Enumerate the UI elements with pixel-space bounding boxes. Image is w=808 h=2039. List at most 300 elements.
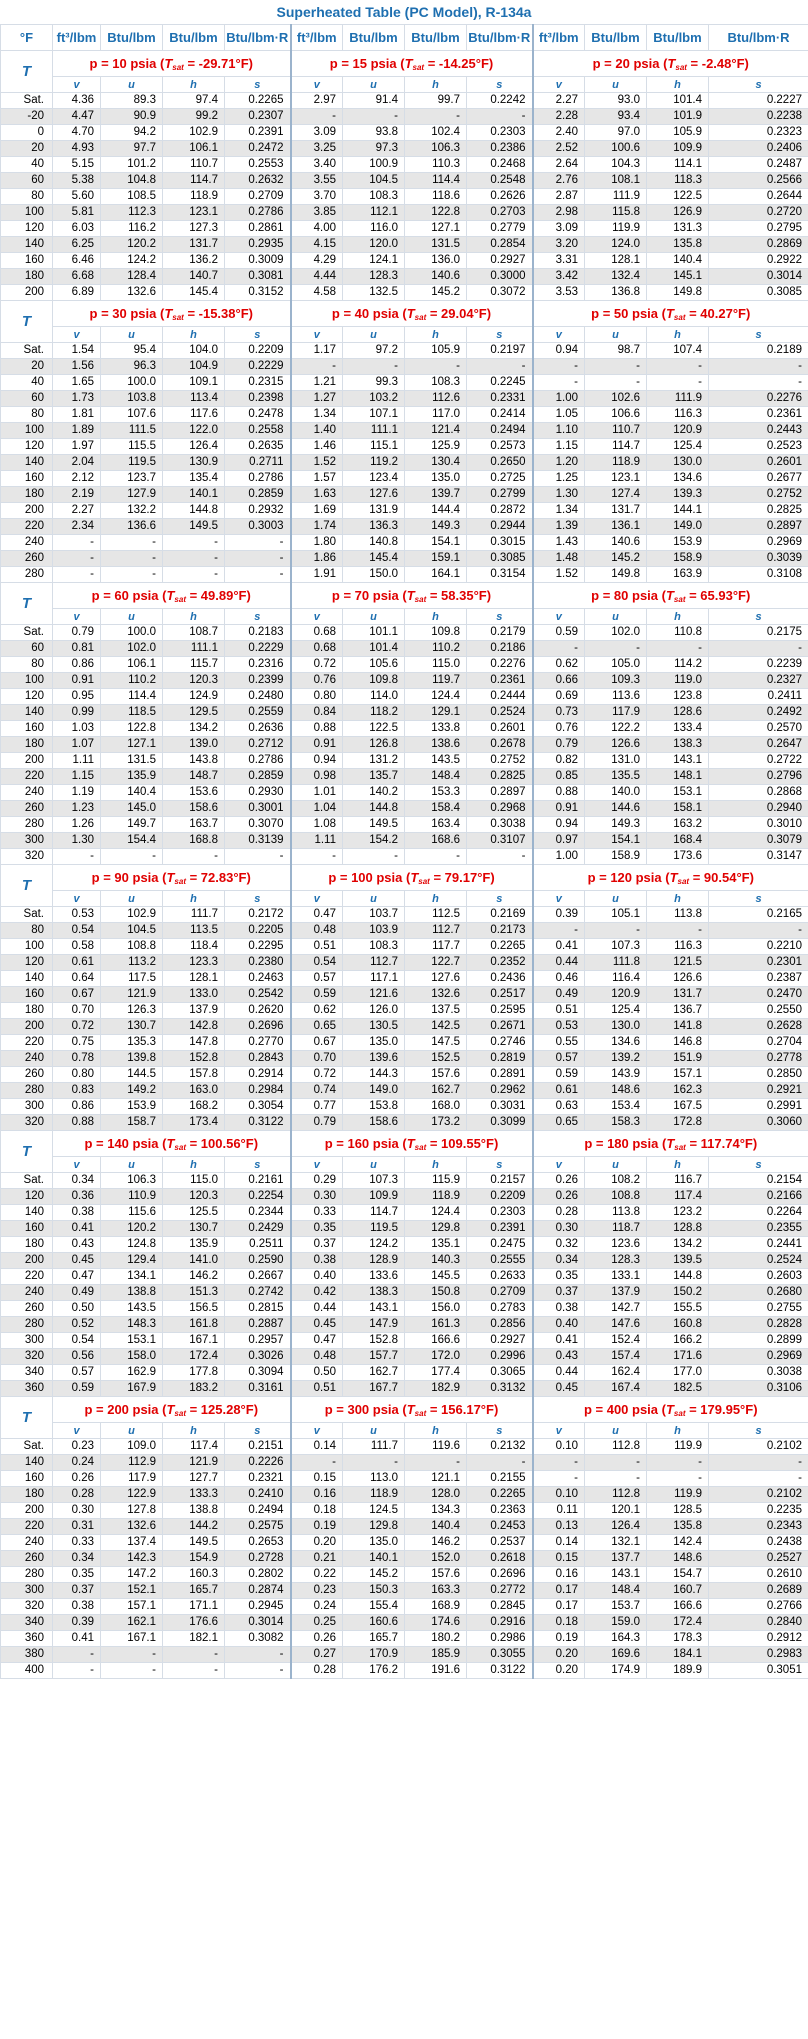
table-row: [1, 1631, 808, 1647]
property-label: h: [405, 1423, 467, 1439]
property-label: v: [53, 327, 101, 343]
value-cell: 0.2709: [225, 189, 291, 205]
value-cell: 1.52: [533, 567, 585, 583]
value-cell: 0.26: [533, 1189, 585, 1205]
value-cell: 114.0: [343, 689, 405, 705]
value-cell: 0.43: [533, 1349, 585, 1365]
property-label: v: [53, 77, 101, 93]
pressure-value: p = 60 psia (: [91, 587, 167, 603]
temperature-cell: 180: [1, 487, 53, 503]
value-cell: 1.40: [291, 423, 343, 439]
value-cell: 150.8: [405, 1285, 467, 1301]
value-cell: 0.24: [291, 1599, 343, 1615]
value-cell: 115.6: [101, 1205, 163, 1221]
tsat-value: = 100.56°F): [185, 1135, 259, 1151]
value-cell: 134.1: [101, 1269, 163, 1285]
value-cell: 4.36: [53, 93, 101, 109]
value-cell: 117.4: [647, 1189, 709, 1205]
value-cell: 118.7: [585, 1221, 647, 1237]
value-cell: 128.4: [101, 269, 163, 285]
table-row: [1, 285, 808, 301]
value-cell: 0.61: [533, 1083, 585, 1099]
table-row: [1, 455, 808, 471]
value-cell: 0.2859: [225, 487, 291, 503]
value-cell: 163.9: [647, 567, 709, 583]
value-cell: 140.8: [343, 535, 405, 551]
value-cell: 0.32: [533, 1237, 585, 1253]
property-label: h: [405, 891, 467, 907]
value-cell: 0.2722: [709, 753, 808, 769]
value-cell: 0.50: [291, 1365, 343, 1381]
property-label: v: [533, 609, 585, 625]
pressure-value: p = 160 psia (: [324, 1135, 407, 1151]
value-cell: 118.4: [163, 939, 225, 955]
value-cell: -: [163, 567, 225, 583]
value-cell: 148.6: [585, 1083, 647, 1099]
value-cell: 1.26: [53, 817, 101, 833]
value-cell: 0.16: [291, 1487, 343, 1503]
value-cell: 1.73: [53, 391, 101, 407]
temperature-label: T: [1, 583, 53, 625]
value-cell: 145.0: [101, 801, 163, 817]
value-cell: 0.47: [291, 1333, 343, 1349]
value-cell: 117.1: [343, 971, 405, 987]
value-cell: -: [533, 1455, 585, 1471]
value-cell: -: [647, 1471, 709, 1487]
table-row: [1, 641, 808, 657]
value-cell: 0.3014: [225, 1615, 291, 1631]
value-cell: 124.4: [405, 689, 467, 705]
property-label: v: [533, 1157, 585, 1173]
value-cell: 152.4: [585, 1333, 647, 1349]
value-cell: 104.8: [101, 173, 163, 189]
tsat-value: = 109.55°F): [426, 1135, 499, 1151]
property-label: v: [533, 77, 585, 93]
value-cell: 0.2575: [225, 1519, 291, 1535]
value-cell: 140.0: [585, 785, 647, 801]
temperature-cell: 220: [1, 1035, 53, 1051]
tsat-subscript: sat: [673, 594, 686, 604]
value-cell: 134.6: [585, 1035, 647, 1051]
value-cell: 0.62: [291, 1003, 343, 1019]
value-cell: 0.2254: [225, 1189, 291, 1205]
temperature-cell: 200: [1, 753, 53, 769]
tsat-subscript: sat: [174, 1142, 186, 1152]
table-row: [1, 157, 808, 173]
value-cell: -: [53, 849, 101, 865]
value-cell: 123.8: [647, 689, 709, 705]
value-cell: 151.9: [647, 1051, 709, 1067]
value-cell: 140.4: [101, 785, 163, 801]
value-cell: 1.91: [291, 567, 343, 583]
property-label: h: [647, 1157, 709, 1173]
value-cell: 0.3079: [709, 833, 808, 849]
value-cell: 152.1: [101, 1583, 163, 1599]
value-cell: 0.2650: [467, 455, 533, 471]
value-cell: 0.76: [533, 721, 585, 737]
value-cell: 95.4: [101, 343, 163, 359]
value-cell: 107.3: [343, 1173, 405, 1189]
value-cell: 162.1: [101, 1615, 163, 1631]
value-cell: 0.2945: [225, 1599, 291, 1615]
property-label: u: [101, 327, 163, 343]
value-cell: 0.2443: [709, 423, 808, 439]
value-cell: 120.0: [343, 237, 405, 253]
value-cell: 0.94: [533, 817, 585, 833]
property-label: u: [101, 77, 163, 93]
value-cell: 1.57: [291, 471, 343, 487]
value-cell: 102.9: [163, 125, 225, 141]
value-cell: 0.2463: [225, 971, 291, 987]
value-cell: -: [709, 1455, 808, 1471]
value-cell: 98.7: [585, 343, 647, 359]
value-cell: 0.2636: [225, 721, 291, 737]
property-label: s: [467, 1423, 533, 1439]
value-cell: -: [101, 849, 163, 865]
value-cell: 168.0: [405, 1099, 467, 1115]
temperature-cell: 400: [1, 1663, 53, 1679]
value-cell: 137.5: [405, 1003, 467, 1019]
table-row: [1, 125, 808, 141]
table-row: [1, 439, 808, 455]
value-cell: 164.3: [585, 1631, 647, 1647]
unit-header-row: [1, 25, 808, 51]
value-cell: 1.34: [291, 407, 343, 423]
value-cell: 139.2: [585, 1051, 647, 1067]
value-cell: 102.9: [101, 907, 163, 923]
value-cell: -: [225, 535, 291, 551]
value-cell: 0.86: [53, 1099, 101, 1115]
pressure-header: [53, 865, 291, 891]
value-cell: 0.2303: [467, 1205, 533, 1221]
value-cell: 0.88: [533, 785, 585, 801]
value-cell: -: [53, 567, 101, 583]
value-cell: 0.97: [533, 833, 585, 849]
value-cell: 93.4: [585, 109, 647, 125]
temperature-cell: Sat.: [1, 625, 53, 641]
value-cell: 0.2559: [225, 705, 291, 721]
value-cell: 119.6: [405, 1439, 467, 1455]
pressure-header: [291, 1131, 533, 1157]
value-cell: 153.8: [343, 1099, 405, 1115]
value-cell: 163.0: [163, 1083, 225, 1099]
value-cell: 122.2: [585, 721, 647, 737]
tsat-symbol: $T_{sat}$: [406, 1135, 427, 1152]
value-cell: 105.9: [405, 343, 467, 359]
value-cell: 97.7: [101, 141, 163, 157]
value-cell: -: [291, 849, 343, 865]
value-cell: 110.2: [405, 641, 467, 657]
table-row: [1, 503, 808, 519]
value-cell: 0.2344: [225, 1205, 291, 1221]
tsat-subscript: sat: [174, 876, 186, 886]
value-cell: 157.8: [163, 1067, 225, 1083]
value-cell: 94.2: [101, 125, 163, 141]
value-cell: 134.3: [405, 1503, 467, 1519]
temperature-label: T: [1, 865, 53, 907]
value-cell: 2.98: [533, 205, 585, 221]
value-cell: 126.6: [585, 737, 647, 753]
value-cell: 99.2: [163, 109, 225, 125]
value-cell: 0.72: [291, 1067, 343, 1083]
value-cell: 160.7: [647, 1583, 709, 1599]
unit-header-cell: Btu/lbm: [101, 25, 163, 51]
value-cell: 0.2553: [225, 157, 291, 173]
value-cell: 0.2968: [467, 801, 533, 817]
value-cell: 0.19: [291, 1519, 343, 1535]
table-row: [1, 737, 808, 753]
value-cell: 124.4: [405, 1205, 467, 1221]
value-cell: 0.2157: [467, 1173, 533, 1189]
value-cell: 0.2828: [709, 1317, 808, 1333]
value-cell: 128.1: [163, 971, 225, 987]
value-cell: 143.1: [343, 1301, 405, 1317]
value-cell: 0.2343: [709, 1519, 808, 1535]
temperature-cell: 280: [1, 567, 53, 583]
temperature-cell: 120: [1, 955, 53, 971]
value-cell: -: [405, 1455, 467, 1471]
table-row: [1, 1535, 808, 1551]
value-cell: 170.9: [343, 1647, 405, 1663]
value-cell: 0.98: [291, 769, 343, 785]
value-cell: 137.9: [585, 1285, 647, 1301]
value-cell: 118.9: [343, 1487, 405, 1503]
value-cell: 3.31: [533, 253, 585, 269]
table-row: [1, 785, 808, 801]
value-cell: 3.09: [291, 125, 343, 141]
value-cell: 135.0: [405, 471, 467, 487]
property-label: v: [533, 1423, 585, 1439]
value-cell: 0.2102: [709, 1487, 808, 1503]
value-cell: 0.54: [53, 1333, 101, 1349]
pressure-value: p = 400 psia (: [583, 1401, 666, 1417]
value-cell: 0.2635: [225, 439, 291, 455]
table-row: [1, 1173, 808, 1189]
value-cell: 104.5: [343, 173, 405, 189]
value-cell: 144.1: [647, 503, 709, 519]
value-cell: 2.76: [533, 173, 585, 189]
value-cell: 4.00: [291, 221, 343, 237]
temperature-label: T: [1, 301, 53, 343]
value-cell: 3.70: [291, 189, 343, 205]
value-cell: 111.7: [163, 907, 225, 923]
table-row: [1, 221, 808, 237]
value-cell: 118.6: [405, 189, 467, 205]
value-cell: 102.0: [101, 641, 163, 657]
value-cell: 154.9: [163, 1551, 225, 1567]
value-cell: 1.17: [291, 343, 343, 359]
value-cell: 146.2: [405, 1535, 467, 1551]
value-cell: 153.9: [647, 535, 709, 551]
value-cell: 4.70: [53, 125, 101, 141]
value-cell: 112.8: [585, 1439, 647, 1455]
value-cell: 113.8: [585, 1205, 647, 1221]
value-cell: 144.4: [405, 503, 467, 519]
value-cell: 1.00: [533, 849, 585, 865]
value-cell: 140.1: [343, 1551, 405, 1567]
value-cell: 1.39: [533, 519, 585, 535]
value-cell: 0.49: [53, 1285, 101, 1301]
table-row: [1, 689, 808, 705]
value-cell: 111.1: [163, 641, 225, 657]
value-cell: 0.37: [533, 1285, 585, 1301]
unit-header-cell: ft³/lbm: [533, 25, 585, 51]
value-cell: 0.41: [53, 1631, 101, 1647]
value-cell: 0.2399: [225, 673, 291, 689]
value-cell: 145.1: [647, 269, 709, 285]
value-cell: -: [225, 849, 291, 865]
table-row: [1, 625, 808, 641]
property-label: h: [647, 77, 709, 93]
tsat-subscript: sat: [174, 594, 186, 604]
value-cell: 99.3: [343, 375, 405, 391]
value-cell: 115.7: [163, 657, 225, 673]
value-cell: 162.7: [343, 1365, 405, 1381]
temperature-cell: 100: [1, 205, 53, 221]
value-cell: 0.2352: [467, 955, 533, 971]
value-cell: 119.9: [647, 1439, 709, 1455]
property-label: u: [585, 609, 647, 625]
temperature-cell: 180: [1, 1487, 53, 1503]
value-cell: 129.8: [405, 1221, 467, 1237]
table-row: [1, 1455, 808, 1471]
value-cell: 3.09: [533, 221, 585, 237]
value-cell: 0.3122: [467, 1663, 533, 1679]
value-cell: 109.8: [405, 625, 467, 641]
value-cell: 137.7: [585, 1551, 647, 1567]
value-cell: 135.5: [585, 769, 647, 785]
temperature-cell: 60: [1, 391, 53, 407]
value-cell: 168.4: [647, 833, 709, 849]
value-cell: 148.3: [101, 1317, 163, 1333]
temperature-cell: 320: [1, 1349, 53, 1365]
value-cell: 158.9: [647, 551, 709, 567]
value-cell: 0.2601: [467, 721, 533, 737]
tsat-subscript: sat: [414, 1408, 427, 1418]
tsat-value: = -2.48°F): [686, 55, 749, 71]
value-cell: 142.5: [405, 1019, 467, 1035]
table-row: [1, 1567, 808, 1583]
value-cell: -: [163, 1663, 225, 1679]
value-cell: 140.1: [163, 487, 225, 503]
value-cell: 0.3003: [225, 519, 291, 535]
value-cell: 160.3: [163, 1567, 225, 1583]
value-cell: 0.81: [53, 641, 101, 657]
value-cell: -: [647, 359, 709, 375]
value-cell: 0.2932: [225, 503, 291, 519]
value-cell: 0.3001: [225, 801, 291, 817]
value-cell: 154.4: [101, 833, 163, 849]
temperature-cell: 100: [1, 673, 53, 689]
property-label: s: [709, 77, 808, 93]
value-cell: 0.3107: [467, 833, 533, 849]
value-cell: 111.1: [343, 423, 405, 439]
tsat-value: = 65.93°F): [685, 587, 751, 603]
pressure-header-row: [1, 1131, 808, 1157]
temperature-cell: 280: [1, 1317, 53, 1333]
value-cell: 0.2712: [225, 737, 291, 753]
value-cell: 143.5: [405, 753, 467, 769]
value-cell: 0.2620: [225, 1003, 291, 1019]
value-cell: 0.72: [53, 1019, 101, 1035]
value-cell: 0.2542: [225, 987, 291, 1003]
value-cell: 0.38: [53, 1599, 101, 1615]
tsat-value: = 58.35°F): [426, 587, 492, 603]
pressure-value: p = 20 psia (: [592, 55, 668, 71]
value-cell: 135.7: [343, 769, 405, 785]
table-row: [1, 1599, 808, 1615]
value-cell: 0.2321: [225, 1471, 291, 1487]
value-cell: 131.5: [101, 753, 163, 769]
value-cell: 0.48: [291, 1349, 343, 1365]
value-cell: 0.2843: [225, 1051, 291, 1067]
property-label: u: [343, 1157, 405, 1173]
value-cell: 0.2899: [709, 1333, 808, 1349]
value-cell: 120.9: [585, 987, 647, 1003]
value-cell: 0.2912: [709, 1631, 808, 1647]
value-cell: 0.34: [533, 1253, 585, 1269]
value-cell: 112.9: [101, 1455, 163, 1471]
value-cell: 130.4: [405, 455, 467, 471]
value-cell: -: [163, 849, 225, 865]
temperature-cell: 140: [1, 1205, 53, 1221]
value-cell: 115.0: [163, 1173, 225, 1189]
property-label: u: [585, 1157, 647, 1173]
value-cell: 149.7: [101, 817, 163, 833]
value-cell: 0.3099: [467, 1115, 533, 1131]
value-cell: 0.22: [291, 1567, 343, 1583]
value-cell: 144.8: [343, 801, 405, 817]
pressure-header: [533, 1131, 808, 1157]
value-cell: 5.60: [53, 189, 101, 205]
value-cell: 0.17: [533, 1583, 585, 1599]
value-cell: 97.4: [163, 93, 225, 109]
value-cell: 125.4: [585, 1003, 647, 1019]
value-cell: 124.1: [343, 253, 405, 269]
value-cell: 149.0: [343, 1083, 405, 1099]
value-cell: 1.48: [533, 551, 585, 567]
value-cell: 0.2770: [225, 1035, 291, 1051]
value-cell: 0.2558: [225, 423, 291, 439]
tsat-symbol: $T_{sat}$: [406, 305, 427, 322]
value-cell: 0.2983: [709, 1647, 808, 1663]
value-cell: 121.9: [101, 987, 163, 1003]
value-cell: 0.2478: [225, 407, 291, 423]
value-cell: 104.9: [163, 359, 225, 375]
value-cell: 119.0: [647, 673, 709, 689]
value-cell: 0.2696: [225, 1019, 291, 1035]
table-row: [1, 673, 808, 689]
property-label: u: [343, 609, 405, 625]
value-cell: -: [585, 375, 647, 391]
pressure-header-row: [1, 51, 808, 77]
value-cell: 0.3081: [225, 269, 291, 285]
property-label: u: [101, 609, 163, 625]
value-cell: 0.3085: [467, 551, 533, 567]
value-cell: 154.7: [647, 1567, 709, 1583]
table-row: [1, 1615, 808, 1631]
value-cell: 125.4: [647, 439, 709, 455]
value-cell: 149.8: [585, 567, 647, 583]
value-cell: 0.2786: [225, 205, 291, 221]
table-row: [1, 1099, 808, 1115]
property-label: s: [709, 1423, 808, 1439]
temperature-cell: 320: [1, 849, 53, 865]
page-title: Superheated Table (PC Model), R-134a: [276, 4, 532, 20]
value-cell: 146.8: [647, 1035, 709, 1051]
value-cell: 1.52: [291, 455, 343, 471]
value-cell: 0.2969: [709, 535, 808, 551]
